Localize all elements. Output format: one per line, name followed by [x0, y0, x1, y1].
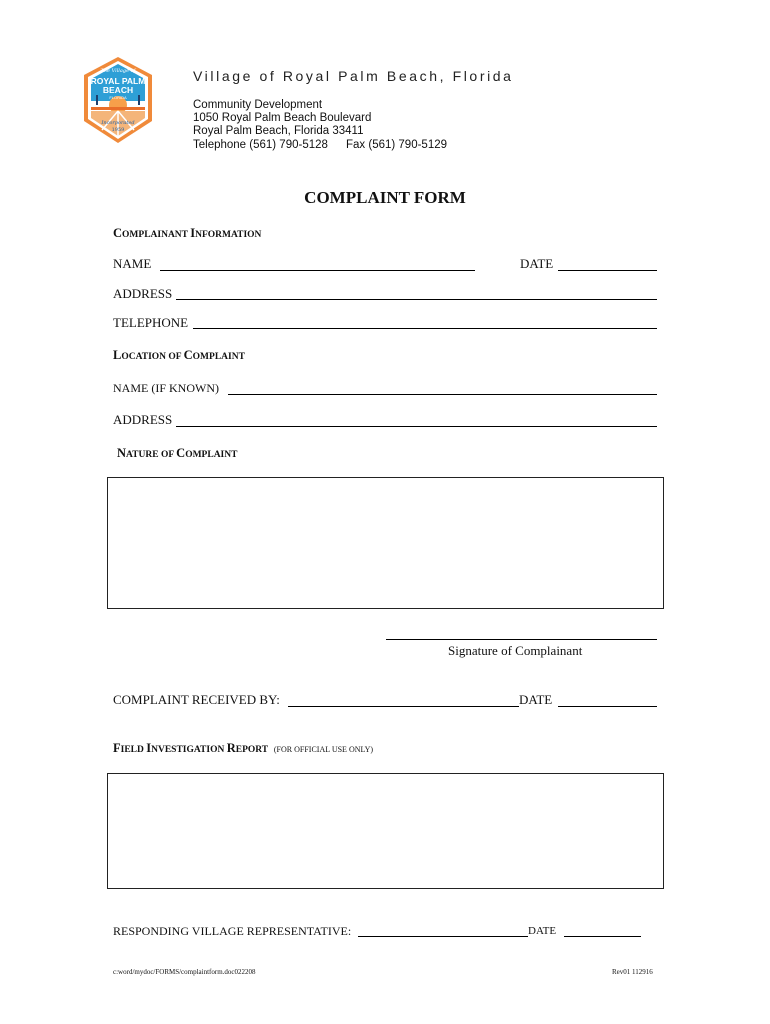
- section-initial: C: [183, 348, 193, 362]
- section-text: NVESTIGATION: [151, 745, 227, 755]
- logo-text-state: FLORIDA: [109, 95, 127, 100]
- location-name-field[interactable]: [228, 394, 657, 395]
- section-complainant-information: [113, 226, 261, 241]
- section-text: OMPLAINT: [185, 450, 238, 460]
- logo-text-year: 1959: [111, 127, 125, 133]
- telephone-number: Telephone (561) 790-5128: [193, 139, 328, 151]
- location-address-field[interactable]: [176, 426, 657, 427]
- section-initial: N: [117, 446, 127, 460]
- section-text: EPORT: [235, 745, 269, 755]
- signature-label: Signature of Complainant: [448, 643, 583, 658]
- complainant-date-field[interactable]: [558, 270, 657, 271]
- section-nature-of-complaint: [117, 446, 237, 461]
- department-name: Community Development: [193, 99, 323, 111]
- field-investigation-textarea[interactable]: [107, 773, 664, 889]
- complainant-name-label: NAME: [113, 256, 152, 271]
- complaint-received-by-field[interactable]: [288, 706, 519, 707]
- complainant-name-field[interactable]: [160, 270, 475, 271]
- complaint-received-by-label: COMPLAINT RECEIVED BY:: [113, 692, 280, 707]
- responding-representative-label: RESPONDING VILLAGE REPRESENTATIVE:: [113, 924, 352, 938]
- section-text: NFORMATION: [195, 230, 262, 240]
- representative-date-field[interactable]: [564, 936, 641, 937]
- village-title: Village of Royal Palm Beach, Florida: [193, 68, 514, 84]
- received-date-field[interactable]: [558, 706, 657, 707]
- complainant-date-label: DATE: [520, 256, 554, 271]
- section-text: OMPLAINANT: [122, 230, 191, 240]
- section-text: ATURE OF: [126, 450, 177, 460]
- logo-text-main1: ROYAL PALM: [90, 76, 146, 86]
- nature-of-complaint-textarea[interactable]: [107, 477, 664, 609]
- representative-date-label: DATE: [528, 925, 557, 937]
- received-date-label: DATE: [519, 692, 553, 707]
- section-initial: I: [146, 741, 152, 755]
- section-initial: F: [113, 741, 121, 755]
- section-initial: R: [226, 741, 236, 755]
- section-initial: C: [176, 446, 186, 460]
- responding-representative-field[interactable]: [358, 936, 528, 937]
- street-address: 1050 Royal Palm Beach Boulevard: [193, 112, 372, 124]
- logo-text-main2: BEACH: [102, 85, 134, 95]
- section-location-of-complaint: [113, 348, 245, 363]
- official-use-note: (FOR OFFICIAL USE ONLY): [273, 745, 374, 754]
- section-text: OCATION OF: [121, 352, 184, 362]
- logo-text-top: The Village of: [100, 68, 136, 74]
- logo-text-inc: Incorporated: [101, 120, 135, 126]
- signature-field[interactable]: [386, 639, 657, 640]
- section-initial: C: [113, 226, 123, 240]
- section-text: IELD: [120, 745, 147, 755]
- village-seal-logo: [82, 55, 154, 145]
- form-title: COMPLAINT FORM: [304, 188, 466, 207]
- footer-file-path: c:word/mydoc/FORMS/complaintform.doc022208: [113, 968, 256, 976]
- section-initial: L: [113, 348, 122, 362]
- complainant-telephone-label: TELEPHONE: [113, 315, 189, 330]
- complainant-address-field[interactable]: [176, 299, 657, 300]
- complainant-telephone-field[interactable]: [193, 328, 657, 329]
- footer-revision: Rev01 112916: [612, 968, 653, 976]
- location-name-label: NAME (IF KNOWN): [113, 381, 219, 395]
- fax-number: Fax (561) 790-5129: [346, 139, 448, 151]
- section-initial: I: [190, 226, 196, 240]
- city-address: Royal Palm Beach, Florida 33411: [193, 125, 364, 137]
- section-field-investigation-report: [113, 741, 373, 756]
- section-text: OMPLAINT: [192, 352, 245, 362]
- location-address-label: ADDRESS: [113, 412, 173, 427]
- complainant-address-label: ADDRESS: [113, 286, 173, 301]
